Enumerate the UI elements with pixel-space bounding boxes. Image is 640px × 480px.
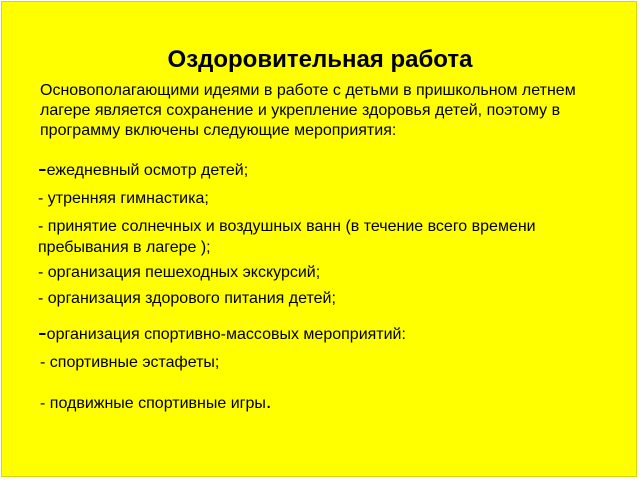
list-item — [38, 288, 628, 309]
list-item — [38, 262, 628, 283]
list-item — [38, 153, 628, 183]
list-item-text: - принятие солнечных и воздушных ванн (в течение всего времени пребывания в лагере ); — [38, 218, 536, 256]
list-item-text: ежедневный осмотр детей; — [46, 162, 249, 179]
list-item-suffix: . — [265, 391, 272, 413]
slide — [1, 1, 637, 477]
list-item — [40, 352, 630, 373]
list-item — [38, 188, 628, 209]
list-item — [38, 216, 628, 258]
list-item-text: организация спортивно-массовых мероприятий: — [46, 326, 406, 343]
slide-title: Оздоровительная работа — [167, 46, 473, 73]
list-item-prefix: - — [38, 317, 47, 347]
intro-paragraph: Основополагающими идеями в работе с детьми в пришкольном летнем лагере является сохранение и укрепление здоровья детей, поэтому в программу включены следующие мероприятия: — [40, 82, 576, 139]
list-item-text: - организация здорового питания детей; — [38, 290, 336, 307]
list-item — [38, 317, 628, 347]
list-item-text: - организация пешеходных экскурсий; — [38, 264, 321, 281]
list-item-text: - утренняя гимнастика; — [38, 190, 209, 207]
list-item — [40, 393, 630, 414]
list-item-text: - спортивные эстафеты; — [40, 354, 220, 371]
list-item-text: - подвижные спортивные игры — [40, 395, 266, 412]
list-item-prefix: - — [38, 153, 47, 183]
